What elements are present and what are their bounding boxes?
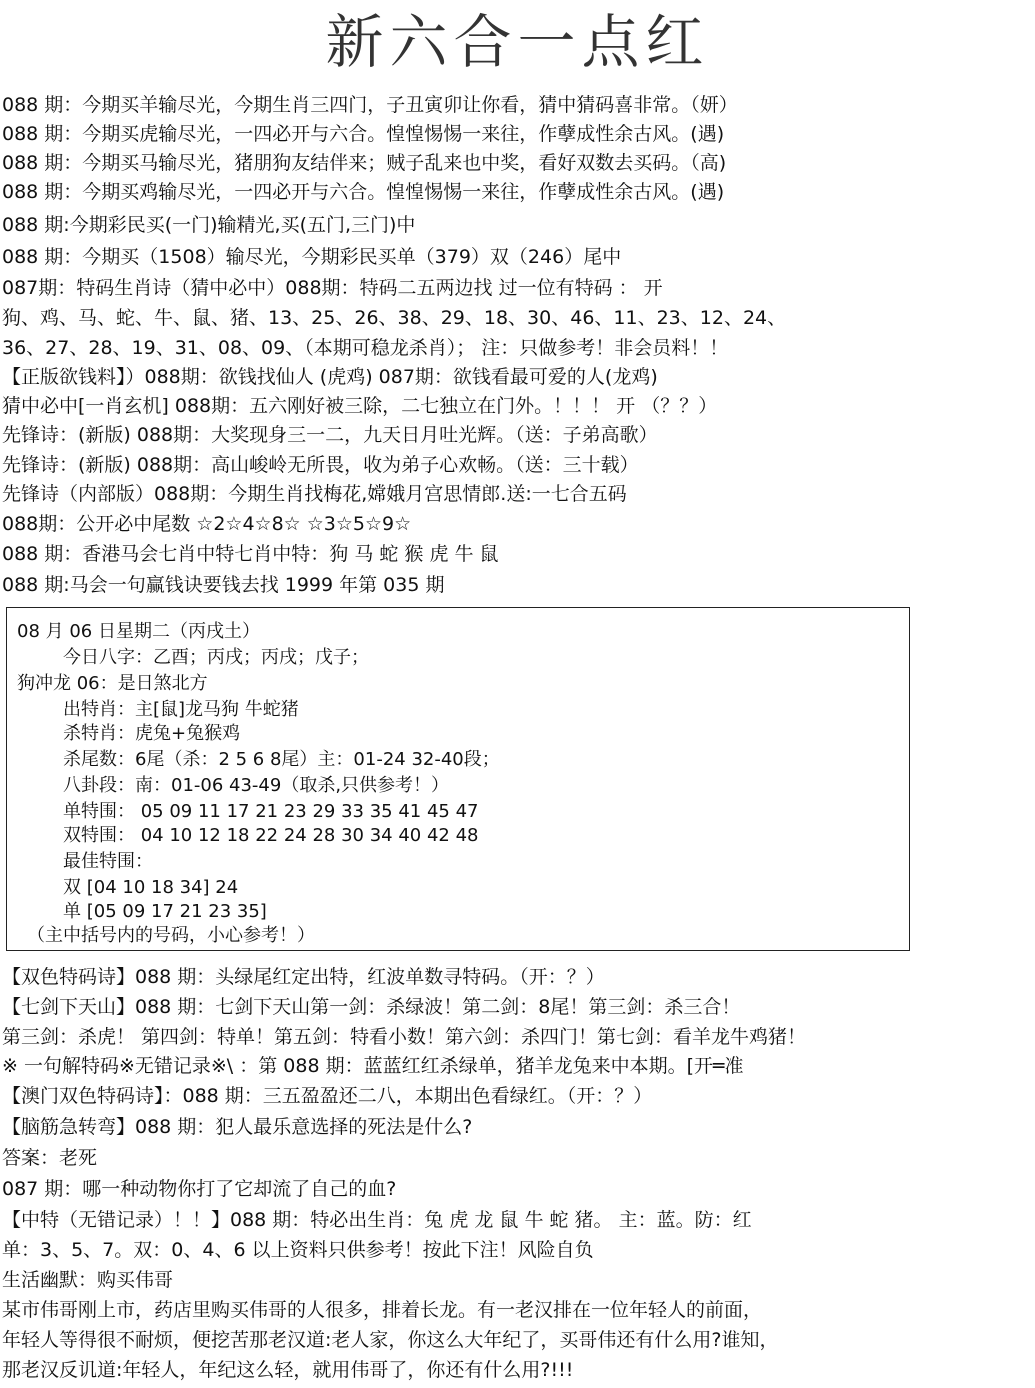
box-chu-te-xiao: 出特肖：主[鼠]龙马狗 牛蛇猪 [63,699,299,720]
text-line: ※ 一句解特码※无错记录※\ ：第 088 期：蓝蓝红红杀绿单，猪羊龙兔来中本期。[开═准 [2,1055,744,1077]
text-line: 【七剑下天山】088 期：七剑下天山第一剑：杀绿波！第二剑：8尾！第三剑：杀三合！ [2,996,741,1018]
text-line: 年轻人等得很不耐烦，便挖苦那老汉道:老人家，你这么大年纪了，买哥伟还有什么用?谁知， [2,1329,779,1351]
text-line: 087期：特码生肖诗（猜中必中）088期：特码二五两边找 过一位有特码 ： 开 [2,277,663,299]
text-line: 088 期:今期彩民买(一门)输精光,买(五门,三门)中 [2,214,416,236]
box-shuang: 双 [04 10 18 34] 24 [63,877,239,898]
text-line: 088 期：今期买羊输尽光，今期生肖三四门，子丑寅卯让你看，猜中猜码喜非常。（妍） [2,94,738,116]
box-shuang-te-wei: 双特围： 04 10 12 18 22 24 28 30 34 40 42 48 [63,825,479,846]
box-ba-gua: 八卦段：南：01-06 43-49（取杀,只供参考！） [63,775,450,796]
text-line: 【脑筋急转弯】088 期：犯人最乐意选择的死法是什么? [2,1116,473,1138]
text-line: 那老汉反讥道:年轻人，年纪这么轻，就用伟哥了，你还有什么用?!!! [2,1359,574,1381]
text-line: 36、27、28、19、31、08、09、（本期可稳龙杀肖）； 注：只做参考！非会员料！！ [2,337,729,359]
box-chong: 狗冲龙 06：是日煞北方 [17,673,208,694]
text-line: 088 期：今期买马输尽光，猪朋狗友结伴来；贼子乱来也中奖，看好双数去买码。（高) [2,152,727,174]
text-line: 生活幽默：购买伟哥 [2,1269,174,1291]
text-line: 先锋诗（内部版）088期：今期生肖找梅花,嫦娥月宫思情郎.送:一七合五码 [2,483,627,505]
text-line: 先锋诗：(新版) 088期：高山峻岭无所畏，收为弟子心欢畅。（送：三十载） [2,454,639,476]
text-line: 猜中必中[一肖玄机] 088期：五六刚好被三除，二七独立在门外。！！！ 开 （？？） [2,395,718,417]
text-line: 088 期：今期买虎输尽光，一四必开与六合。惶惶惕惕一来往，作孽成性余古风。(遇) [2,123,725,145]
text-line: 某市伟哥刚上市，药店里购买伟哥的人很多，排着长龙。有一老汉排在一位年轻人的前面， [2,1299,763,1321]
box-sha-te-xiao: 杀特肖：虎兔+兔猴鸡 [63,723,241,744]
text-line: 088 期：今期买（1508）输尽光，今期彩民买单（379）双（246）尾中 [2,246,622,268]
box-sha-wei-shu: 杀尾数：6尾（杀：2 5 6 8尾）主：01-24 32-40段； [63,749,500,770]
text-line: 答案：老死 [2,1147,98,1169]
box-date-line: 08 月 06 日星期二（丙戌土） [17,621,260,642]
text-line: 先锋诗：(新版) 088期：大奖现身三一二，九天日月吐光辉。（送：子弟高歌） [2,424,658,446]
text-line: 狗、鸡、马、蛇、牛、鼠、猪、13、25、26、38、29、18、30、46、11、23、12、24、 [2,307,787,329]
box-dan: 单 [05 09 17 21 23 35] [63,901,267,922]
box-zui-jia: 最佳特围： [63,851,153,872]
text-line: 【双色特码诗】088 期：头绿尾红定出特，红波单数寻特码。（开：？） [2,966,605,988]
text-line: 【澳门双色特码诗】：088 期：三五盈盈还二八，本期出色看绿红。（开：？） [2,1085,653,1107]
text-line: 【中特（无错记录）！！】088 期：特必出生肖：兔 虎 龙 鼠 牛 蛇 猪。 主：蓝。防：红 [2,1209,752,1231]
text-line: 088 期:马会一句赢钱诀要钱去找 1999 年第 035 期 [2,574,445,596]
text-line: 088 期：今期买鸡输尽光，一四必开与六合。惶惶惕惕一来往，作孽成性余古风。(遇) [2,181,725,203]
prediction-box [6,607,910,951]
text-line: 【正版欲钱料】）088期：欲钱找仙人 (虎鸡) 087期：欲钱看最可爱的人(龙鸡) [2,366,658,388]
box-dan-te-wei: 单特围： 05 09 11 17 21 23 29 33 35 41 45 47 [63,801,479,822]
text-line: 087 期：哪一种动物你打了它却流了自己的血? [2,1178,397,1200]
text-line: 单：3、5、7。双：0、4、6 以上资料只供参考！按此下注！风险自负 [2,1239,594,1261]
text-line: 088期：公开必中尾数 ☆2☆4☆8☆ ☆3☆5☆9☆ [2,513,412,535]
box-bazi: 今日八字：乙酉；丙戌；丙戌；戊子； [63,647,369,668]
text-line: 088 期：香港马会七肖中特七肖中特：狗 马 蛇 猴 虎 牛 鼠 [2,543,499,565]
page-title: 新六合一点红 [325,8,710,76]
box-note: （主中括号内的号码，小心参考！） [27,925,315,946]
text-line: 第三剑：杀虎！ 第四剑：特单！第五剑：特看小数！第六剑：杀四门！第七剑：看羊龙牛鸡猪！ [2,1026,807,1048]
